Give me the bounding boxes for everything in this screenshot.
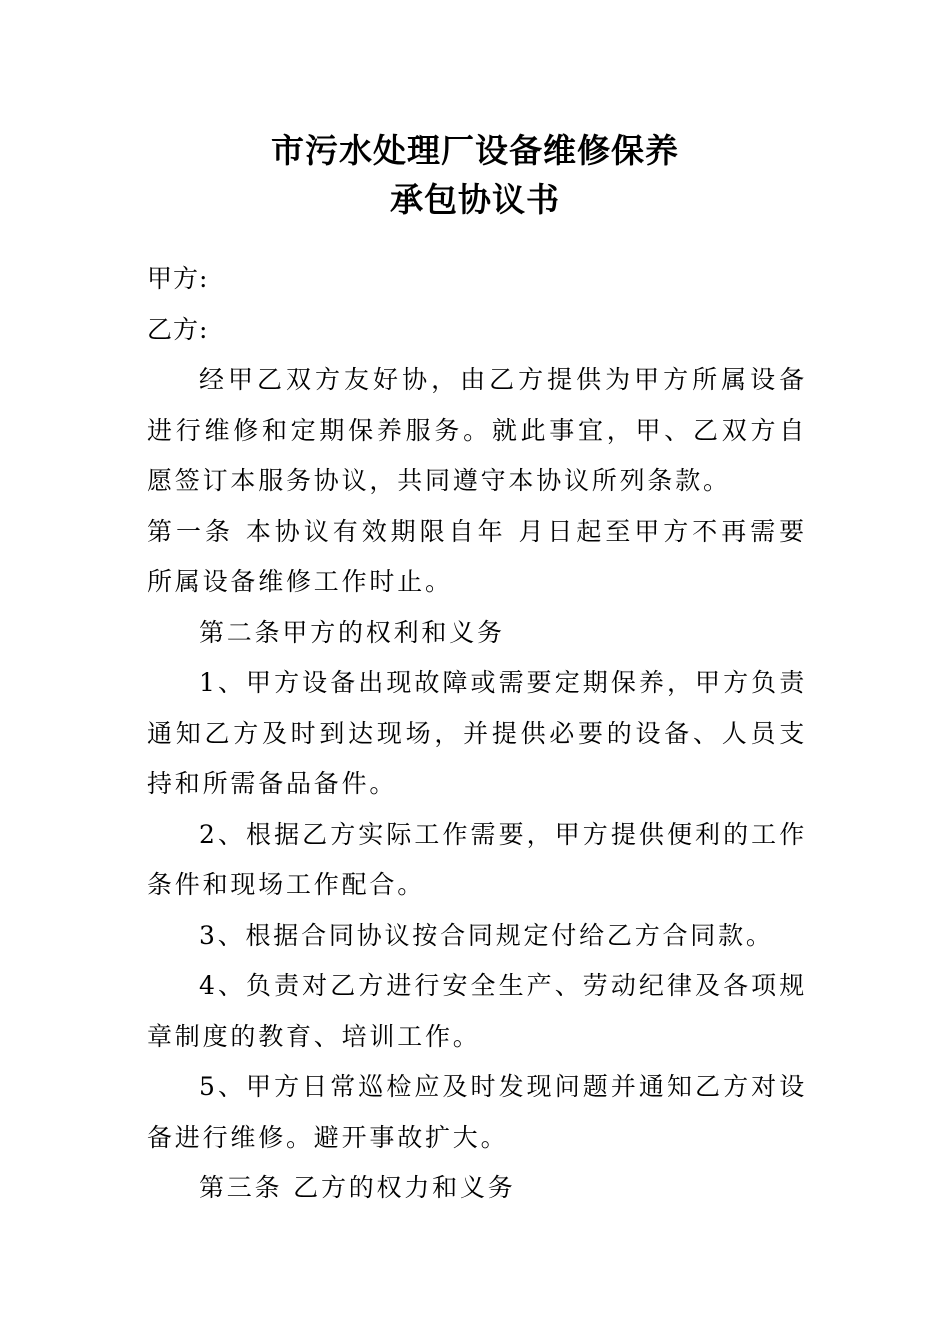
document-body	[147, 254, 807, 1214]
article-2-item-2: 2、根据乙方实际工作需要，甲方提供便利的工作条件和现场工作配合。	[147, 819, 807, 899]
article-2-item-3: 3、根据合同协议按合同规定付给乙方合同款。	[199, 920, 774, 950]
preamble-paragraph: 经甲乙双方友好协，由乙方提供为甲方所属设备进行维修和定期保养服务。就此事宜，甲、乙双方自愿签订本服务协议，共同遵守本协议所列条款。	[147, 365, 807, 495]
document-title-line2: 承包协议书	[390, 180, 560, 219]
article-2-heading: 第二条甲方的权利和义务	[199, 617, 505, 647]
party-a-label: 甲方:	[147, 264, 209, 293]
party-b-label: 乙方:	[147, 314, 209, 344]
document-title-line1: 市污水处理厂设备维修保养	[271, 131, 679, 170]
article-3-heading: 第三条 乙方的权力和义务	[199, 1173, 516, 1202]
article-1-paragraph: 第一条 本协议有效期限自年 月日起至甲方不再需要所属设备维修工作时止。	[147, 516, 807, 596]
article-2-item-1: 1、甲方设备出现故障或需要定期保养，甲方负责通知乙方及时到达现场，并提供必要的设备、人员支持和所需备品备件。	[147, 668, 807, 798]
article-2-item-5: 5、甲方日常巡检应及时发现问题并通知乙方对设备进行维修。避开事故扩大。	[147, 1072, 807, 1152]
article-2-item-4: 4、负责对乙方进行安全生产、劳动纪律及各项规章制度的教育、培训工作。	[147, 971, 807, 1051]
